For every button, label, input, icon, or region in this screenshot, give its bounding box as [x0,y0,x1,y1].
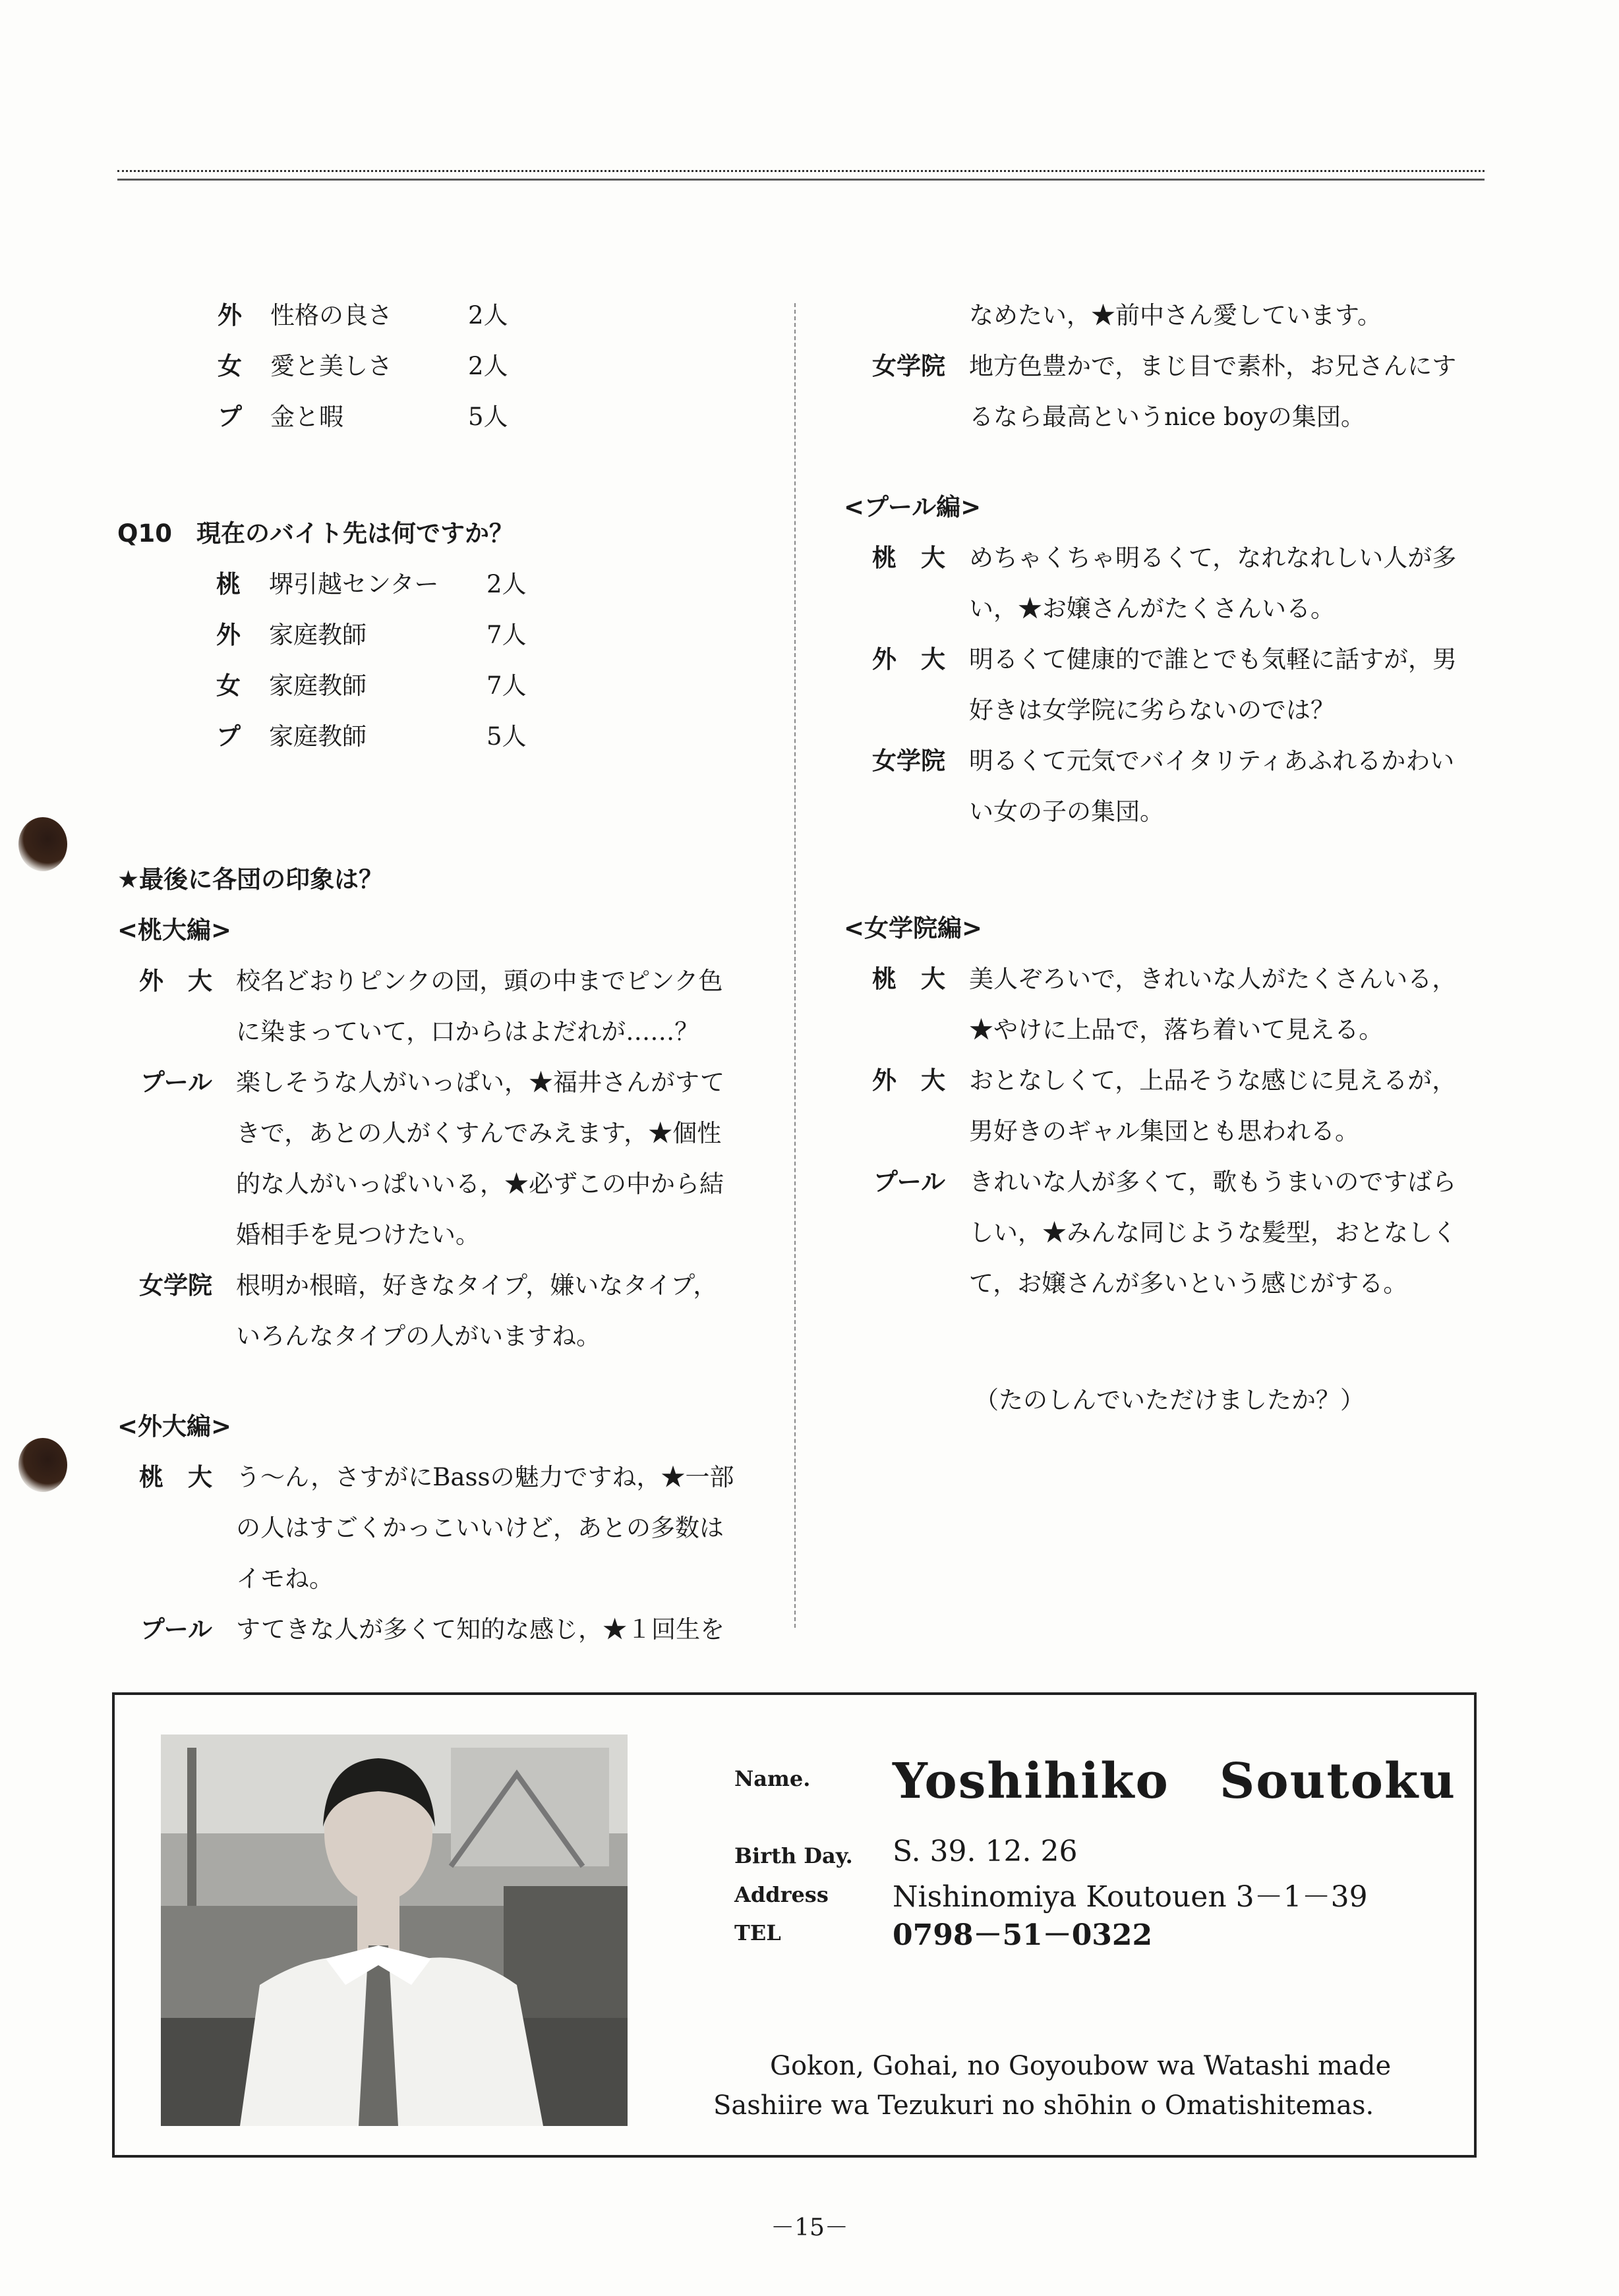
closing-note: （たのしんでいただけましたか？） [974,1386,1365,1414]
tel-label: TEL [734,1920,781,1945]
page-number: －15－ [771,2214,848,2241]
entry-text: 地方色豊かで，まじ目で素朴，お兄さんにす るなら最高というnice boyの集団。 [969,352,1457,431]
impression-entry [844,532,1490,634]
q10-title: Q10 現在のバイト先は何ですか？ [117,519,514,548]
entry-text: う～ん，さすがにBassの魅力ですね，★一部 の人はすごくかっこいいけど，あとの多数は イモね。 [236,1463,734,1593]
ranking-key: プ [218,403,242,431]
impression-entry [117,1452,777,1604]
address-value: Nishinomiya Koutouen 3－1－39 [893,1880,1368,1914]
impression-entry [844,634,1490,735]
section-title-pool: <プール編> [844,493,982,521]
column-divider [794,303,796,1628]
entry-text: 明るくて元気でバイタリティあふれるかわい い女の子の集団。 [969,747,1455,826]
q10-count: 2人 [486,570,527,598]
q10-text: 堺引越センター [269,570,439,598]
ranking-key: 外 [218,301,242,330]
ranking-row [117,391,777,442]
profile-name: Yoshihiko Soutoku [893,1753,1457,1810]
ranking-text: 愛と美しさ [270,352,392,380]
entry-speaker: プール [873,1168,945,1196]
impression-entry [117,956,777,1057]
q10-count: 7人 [486,621,527,649]
impression-entry [844,341,1490,442]
q10-text: 家庭教師 [269,621,367,649]
entry-speaker: 女学院 [872,747,945,775]
impression-entry [117,1057,777,1260]
top-rule [117,170,1485,181]
entry-text: 楽しそうな人がいっぱい，★福井さんがすて きで，あとの人がくすんでみえます，★個性 的な人がいっぱいいる，★必ずこの中から結 婚相手を見つけたい。 [236,1068,725,1249]
q10-key: 女 [216,672,241,700]
entry-speaker-blank [844,290,969,341]
motto-line-2: Sashiire wa Tezukuri no shōhin o Omatishitemas. [713,2090,1374,2121]
q10-block [117,508,777,762]
entry-speaker: 女学院 [872,352,945,380]
entry-text: すてきな人が多くて知的な感じ，★１回生を [236,1615,725,1644]
q10-row [117,559,777,610]
entry-speaker: 桃 大 [872,965,945,993]
ranking-row [117,341,777,391]
impression-entry [844,735,1490,837]
impression-entry [844,1055,1490,1157]
impression-entry [844,954,1490,1055]
impressions-heading: ★最後に各団の印象は？ [117,865,384,894]
entry-speaker: プール [140,1615,212,1644]
entry-text-continued: なめたい，★前中さん愛しています。 [969,301,1382,330]
right-column [844,290,1490,1425]
birthday-label: Birth Day. [734,1843,853,1868]
section-title-momo: <桃大編> [117,916,232,944]
punch-hole [18,1438,67,1492]
entry-text: 校名どおりピンクの団，頭の中までピンク色 に染まっていて，口からはよだれが……？ [236,967,723,1046]
tel-value: 0798－51－0322 [893,1918,1153,1952]
punch-hole [18,817,67,871]
entry-text: 美人ぞろいで，きれいな人がたくさんいる， ★やけに上品で，落ち着いて見える。 [969,965,1457,1044]
entry-speaker: 外 大 [139,967,212,995]
entry-text: きれいな人が多くて，歌もうまいのですばら しい，★みんな同じような髪型，おとなしく て，お嬢さんが多いという感じがする。 [969,1168,1457,1298]
motto-line-1: Gokon, Gohai, no Goyoubow wa Watashi made [770,2051,1392,2081]
impression-entry-continued [844,290,1490,341]
section-title-jogakuin: <女学院編> [844,914,983,942]
entry-text: おとなしくて，上品そうな感じに見えるが， 男好きのギャル集団とも思われる。 [969,1066,1457,1145]
entry-speaker: 桃 大 [872,544,945,572]
entry-speaker: プール [140,1068,212,1097]
left-column [117,290,777,1655]
profile-card [112,1692,1477,2158]
ranking-list [117,290,777,442]
impression-entry [117,1604,777,1655]
ranking-text: 金と暇 [270,403,343,431]
q10-row [117,660,777,711]
q10-row [117,711,777,762]
ranking-text: 性格の良さ [270,301,392,330]
name-label: Name. [734,1766,811,1791]
impression-entry [117,1260,777,1362]
q10-text: 家庭教師 [269,672,367,700]
entry-text: めちゃくちゃ明るくて，なれなれしい人が多 い，★お嬢さんがたくさんいる。 [969,544,1457,623]
section-title-gaidai: <外大編> [117,1412,232,1441]
birthday-value: S. 39. 12. 26 [893,1835,1078,1868]
address-label: Address [734,1882,829,1907]
ranking-count: 2人 [468,352,508,380]
ranking-count: 5人 [468,403,508,431]
entry-speaker: 外 大 [872,1066,945,1095]
entry-speaker: 女学院 [139,1271,212,1300]
ranking-key: 女 [218,352,242,380]
q10-text: 家庭教師 [269,722,367,751]
impression-entry [844,1157,1490,1309]
q10-key: プ [216,722,241,751]
entry-speaker: 桃 大 [139,1463,212,1491]
entry-text: 明るくて健康的で誰とでも気軽に話すが，男 好きは女学院に劣らないのでは？ [969,645,1457,724]
entry-text: 根明か根暗，好きなタイプ，嫌いなタイプ， いろんなタイプの人がいますね。 [236,1271,718,1350]
ranking-count: 2人 [468,301,508,330]
q10-row [117,610,777,660]
q10-key: 外 [216,621,241,649]
ranking-row [117,290,777,341]
q10-count: 5人 [486,722,527,751]
q10-count: 7人 [486,672,527,700]
q10-key: 桃 [216,570,241,598]
entry-speaker: 外 大 [872,645,945,674]
